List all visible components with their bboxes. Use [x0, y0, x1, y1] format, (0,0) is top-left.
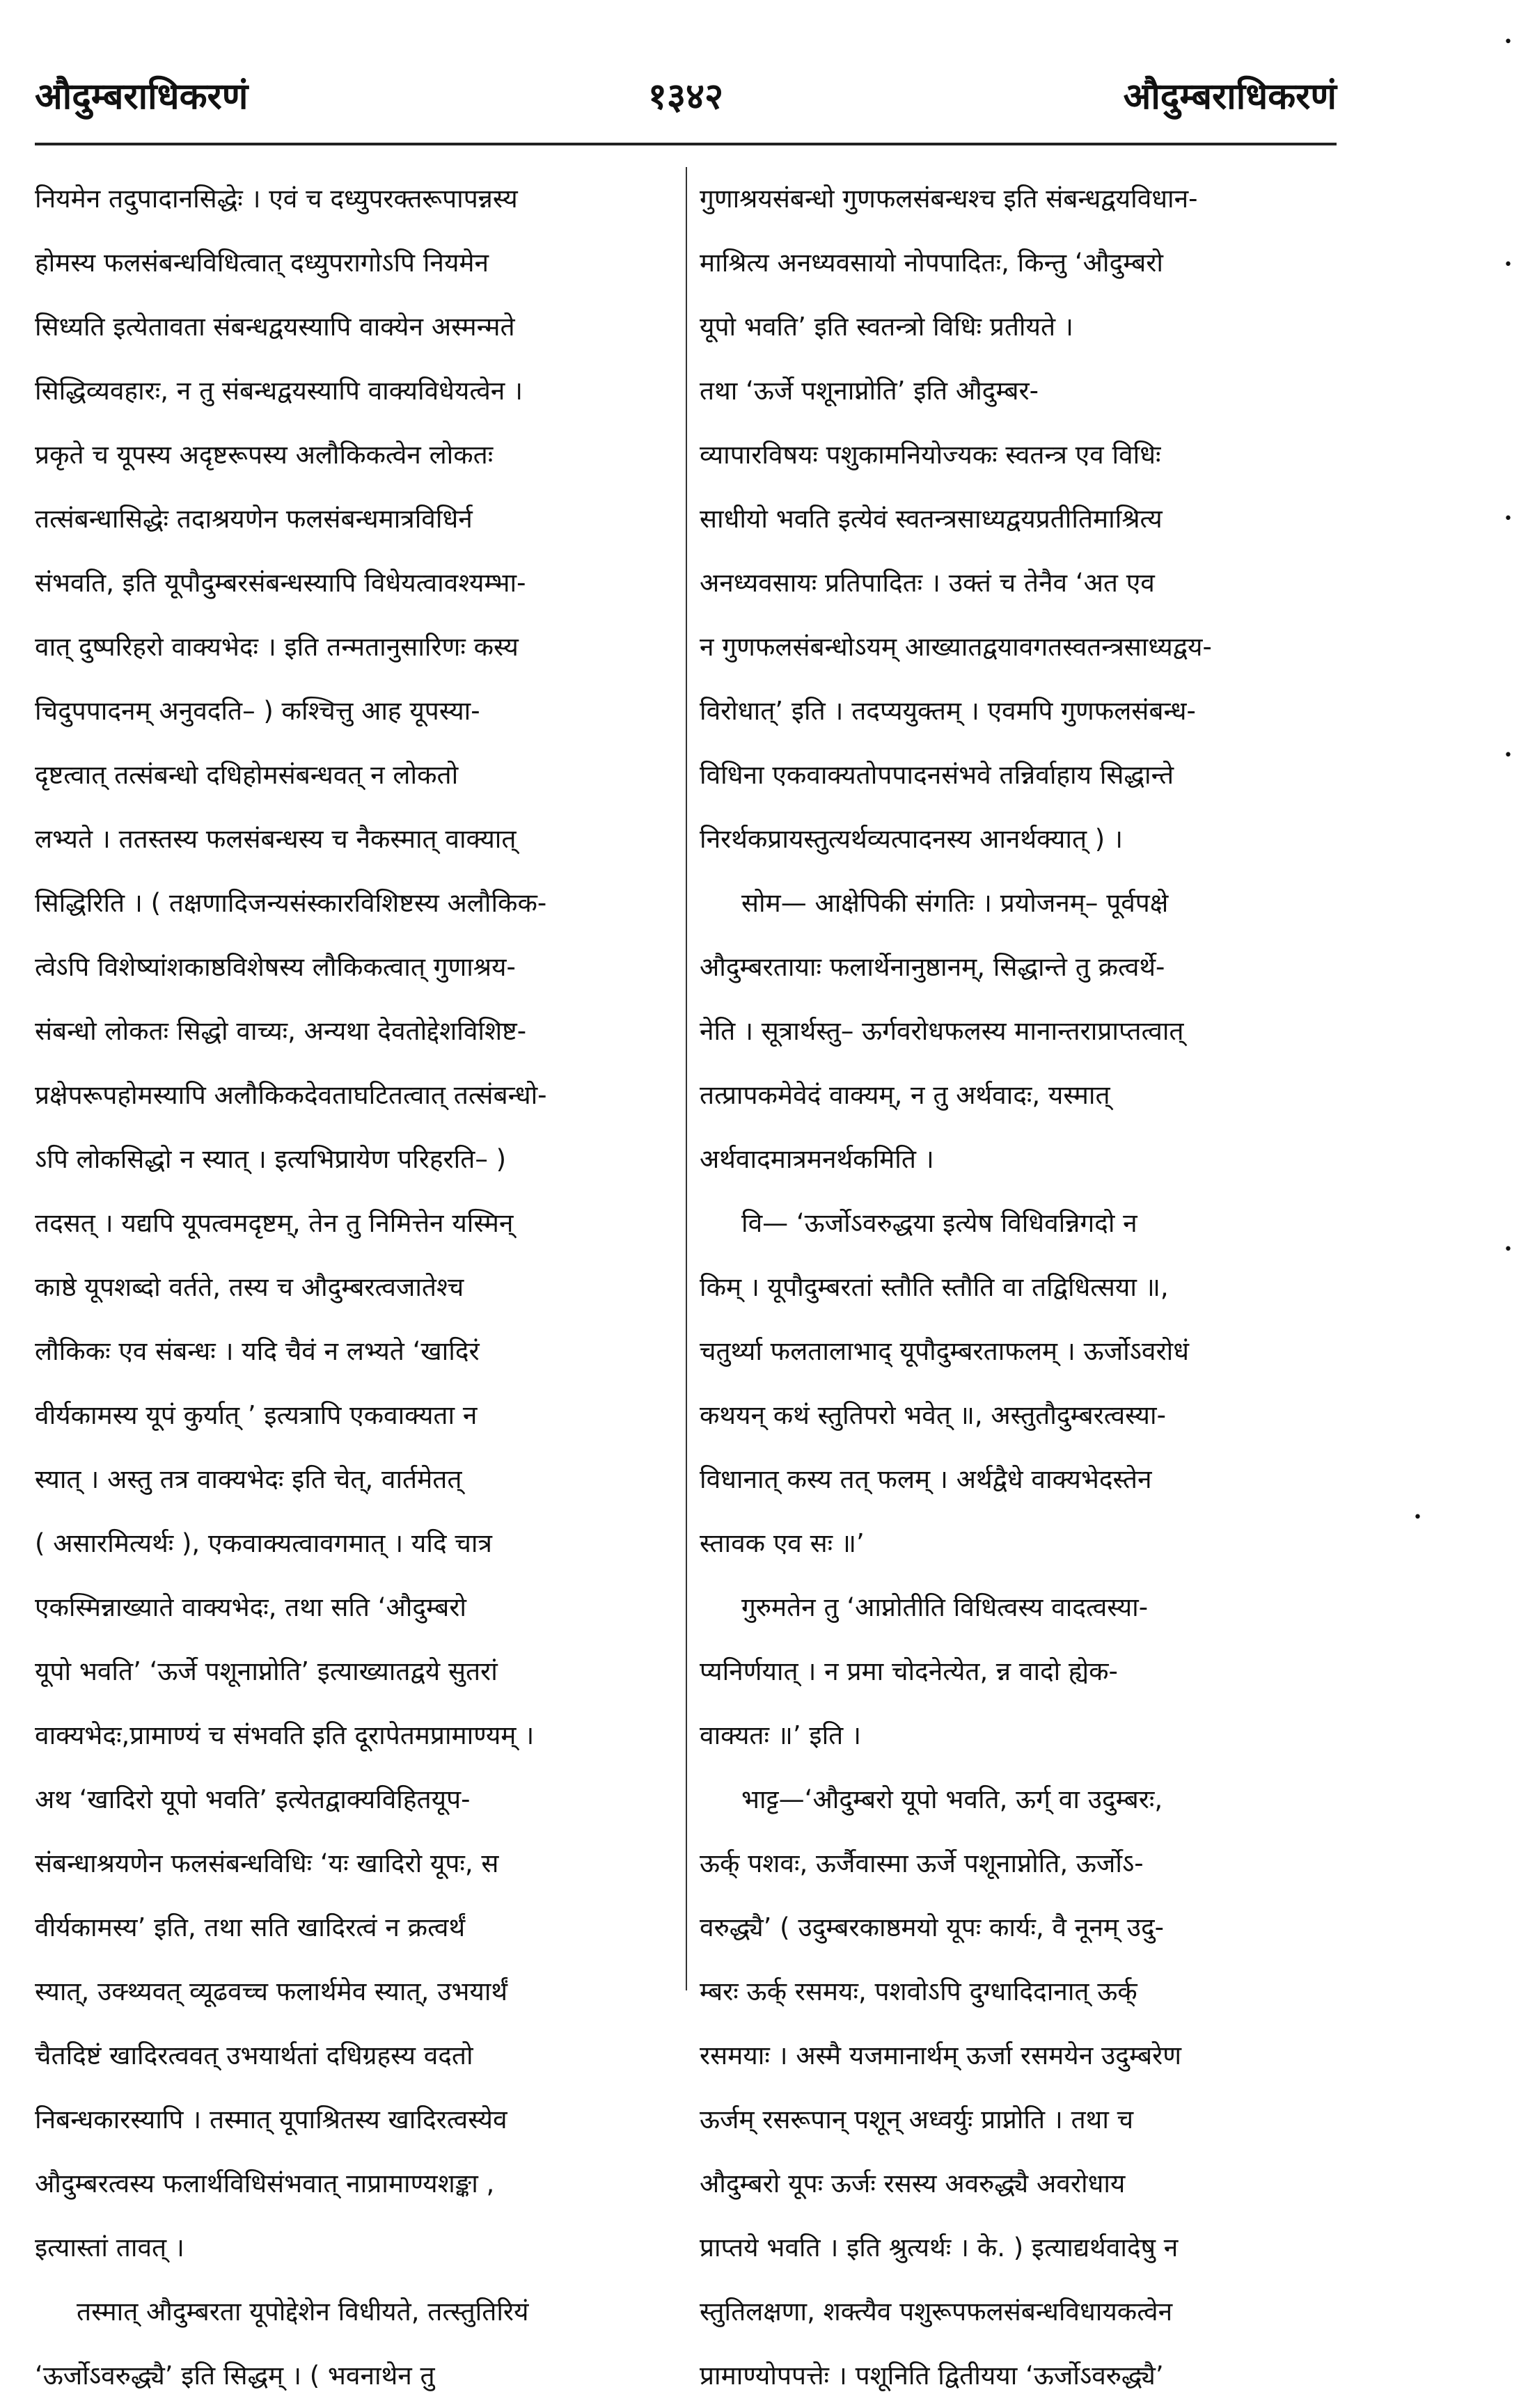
header-right-title: औदुम्बराधिकरणं	[1123, 76, 1337, 118]
text-line: वि— ‘ऊर्जोऽवरुद्धया इत्येष विधिवन्निगदो न	[741, 1208, 1137, 1238]
text-line: सिध्यति इत्येतावता संबन्धद्वयस्यापि वाक्येन अस्मन्मते	[35, 312, 515, 342]
page-header	[35, 58, 1337, 135]
margin-mark: •	[1504, 510, 1513, 528]
text-line: स्यात्, उक्थ्यवत् व्यूढवच्च फलार्थमेव स्यात्, उभयार्थं	[35, 1977, 508, 2006]
text-line: अर्थवादमात्रमनर्थकमिति ।	[700, 1144, 934, 1174]
text-line: त्वेऽपि विशेष्यांशकाष्ठविशेषस्य लौकिकत्वात् गुणाश्रय-	[35, 952, 516, 982]
text-line: ऊर्जम् रसरूपान् पशून् अध्वर्युः प्राप्नोति । तथा च	[700, 2105, 1134, 2134]
text-line: गुरुमतेन तु ‘आप्नोतीति विधित्वस्य वादत्वस्या-	[741, 1592, 1149, 1622]
text-line: तदसत् । यद्यपि यूपत्वमदृष्टम्, तेन तु निमित्तेन यस्मिन्	[35, 1208, 514, 1238]
text-line: रसमयाः । अस्मै यजमानार्थम् ऊर्जा रसमयेन उदुम्बरेण	[700, 2041, 1181, 2070]
text-line: साधीयो भवति इत्येवं स्वतन्त्रसाध्यद्वयप्रतीतिमाश्रित्य	[700, 504, 1163, 534]
page-number: १३४२	[647, 76, 724, 118]
text-line: चतुर्थ्या फलतालाभाद् यूपौदुम्बरताफलम् । ऊर्जोऽवरोधं	[700, 1336, 1189, 1366]
text-line: स्तावक एव सः ॥’	[700, 1528, 865, 1558]
text-line: संबन्धो लोकतः सिद्धो वाच्यः, अन्यथा देवतोद्देशविशिष्ट-	[35, 1016, 527, 1046]
text-line: व्यापारविषयः पशुकामनियोज्यकः स्वतन्त्र एव विधिः	[700, 440, 1161, 470]
text-line: प्राप्तये भवति । इति श्रुत्यर्थः । के. ) इत्याद्यर्थवादेषु न	[700, 2233, 1179, 2263]
text-line: प्रकृते च यूपस्य अदृष्टरूपस्य अलौकिकत्वेन लोकतः	[35, 440, 494, 470]
text-line: सिद्धिव्यवहारः, न तु संबन्धद्वयस्यापि वाक्यविधेयत्वेन ।	[35, 376, 523, 406]
text-line: तत्प्रापकमेवेदं वाक्यम्, न तु अर्थवादः, यस्मात्	[700, 1080, 1110, 1110]
text-line: वाक्यभेदः,प्रामाण्यं च संभवति इति दूरापेतमप्रामाण्यम् ।	[35, 1720, 535, 1750]
margin-mark: •	[1504, 256, 1513, 274]
text-line: वाक्यतः ॥’ इति ।	[700, 1720, 862, 1750]
text-line: तस्मात् औदुम्बरता यूपोद्देशेन विधीयते, तत्स्तुतिरियं	[77, 2297, 529, 2327]
text-line: एकस्मिन्नाख्याते वाक्यभेदः, तथा सति ‘औदुम्बरो	[35, 1592, 466, 1622]
margin-mark: •	[1504, 33, 1513, 51]
text-line: नेति । सूत्रार्थस्तु– ऊर्गवरोधफलस्य मानान्तराप्राप्तत्वात्	[700, 1016, 1184, 1046]
text-line: प्रामाण्योपपत्तेः । पशूनिति द्वितीयया ‘ऊर्जोऽवरुद्ध्यै’	[700, 2361, 1164, 2391]
right-column	[700, 167, 1337, 2408]
text-line: संभवति, इति यूपौदुम्बरसंबन्धस्यापि विधेयत्वावश्यम्भा-	[35, 568, 526, 598]
text-line: वात् दुष्परिहरो वाक्यभेदः । इति तन्मतानुसारिणः कस्य	[35, 632, 519, 662]
text-line: होमस्य फलसंबन्धविधित्वात् दध्युपरागोऽपि नियमेन	[35, 248, 489, 278]
text-line: ‘ऊर्जोऽवरुद्ध्यै’ इति सिद्धम् । ( भवनाथेन तु	[35, 2361, 435, 2391]
margin-mark: •	[1504, 747, 1513, 764]
text-line: काष्ठे यूपशब्दो वर्तते, तस्य च औदुम्बरत्वजातेश्च	[35, 1272, 464, 1302]
text-line: सिद्धिरिति । ( तक्षणादिजन्यसंस्कारविशिष्टस्य अलौकिक-	[35, 888, 547, 918]
text-line: यूपो भवति’ ‘ऊर्जे पशूनाप्नोति’ इत्याख्यातद्वये सुतरां	[35, 1656, 498, 1686]
text-line: अथ ‘खादिरो यूपो भवति’ इत्येतद्वाक्यविहितयूप-	[35, 1784, 471, 1814]
text-line: अनध्यवसायः प्रतिपादितः । उक्तं च तेनैव ‘अत एव	[700, 568, 1155, 598]
text-line: विधानात् कस्य तत् फलम् । अर्थद्वैधे वाक्यभेदस्तेन	[700, 1464, 1152, 1494]
text-line: वीर्यकामस्य’ इति, तथा सति खादिरत्वं न क्रत्वर्थं	[35, 1912, 466, 1942]
text-line: ऊर्क् पशवः, ऊर्जैवास्मा ऊर्जे पशूनाप्नोति, ऊर्जोऽ-	[700, 1848, 1144, 1878]
text-line: नियमेन तदुपादानसिद्धेः । एवं च दध्युपरक्तरूपापन्नस्य	[35, 184, 518, 214]
header-left-title: औदुम्बराधिकरणं	[35, 76, 249, 118]
text-line: यूपो भवति’ इति स्वतन्त्रो विधिः प्रतीयते ।	[700, 312, 1073, 342]
text-line: लभ्यते । ततस्तस्य फलसंबन्धस्य च नैकस्मात् वाक्यात्	[35, 824, 517, 854]
left-column	[35, 167, 672, 2408]
text-line: ऽपि लोकसिद्धो न स्यात् । इत्यभिप्रायेण परिहरति– )	[35, 1144, 507, 1174]
text-line: वीर्यकामस्य यूपं कुर्यात् ’ इत्यत्रापि एकवाक्यता न	[35, 1400, 478, 1430]
margin-mark: •	[1413, 1509, 1422, 1526]
text-line: औदुम्बरो यूपः ऊर्जः रसस्य अवरुद्ध्यै अवरोधाय	[700, 2169, 1126, 2199]
text-line: चिदुपपादनम् अनुवदति– ) कश्चित्तु आह यूपस्या-	[35, 696, 480, 726]
text-line: माश्रित्य अनध्यवसायो नोपपादितः, किन्तु ‘औदुम्बरो	[700, 248, 1164, 278]
text-line: स्यात् । अस्तु तत्र वाक्यभेदः इति चेत्, वार्तमेतत्	[35, 1464, 462, 1494]
text-line: वरुद्ध्यै’ ( उदुम्बरकाष्ठमयो यूपः कार्यः, वै नूनम् उदु-	[700, 1912, 1165, 1942]
text-line: ( असारमित्यर्थः ), एकवाक्यत्वावगमात् । यदि चात्र	[35, 1528, 492, 1558]
text-line: दृष्टत्वात् तत्संबन्धो दधिहोमसंबन्धवत् न लोकतो	[35, 760, 459, 790]
text-line: तथा ‘ऊर्जे पशूनाप्नोति’ इति औदुम्बर-	[700, 376, 1039, 406]
text-line: किम् । यूपौदुम्बरतां स्तौति स्तौति वा तद्विधित्सया ॥,	[700, 1272, 1169, 1302]
text-line: भाट्ट—‘औदुम्बरो यूपो भवति, ऊर्ग् वा उदुम्बरः,	[741, 1784, 1163, 1814]
margin-mark: •	[1504, 1241, 1513, 1258]
text-line: निबन्धकारस्यापि । तस्मात् यूपाश्रितस्य खादिरत्वस्येव	[35, 2105, 507, 2134]
text-line: विधिना एकवाक्यतोपपादनसंभवे तन्निर्वाहाय सिद्धान्ते	[700, 760, 1174, 790]
text-line: लौकिकः एव संबन्धः । यदि चैवं न लभ्यते ‘खादिरं	[35, 1336, 480, 1366]
header-rule	[35, 143, 1337, 145]
text-line: विरोधात्’ इति । तदप्ययुक्तम् । एवमपि गुणफलसंबन्ध-	[700, 696, 1196, 726]
column-divider	[686, 167, 687, 1990]
text-line: गुणाश्रयसंबन्धो गुणफलसंबन्धश्च इति संबन्धद्वयविधान-	[700, 184, 1198, 214]
text-line: सोम— आक्षेपिकी संगतिः । प्रयोजनम्– पूर्वपक्षे	[741, 888, 1169, 918]
text-line: न गुणफलसंबन्धोऽयम् आख्यातद्वयावगतस्वतन्त्रसाध्यद्वय-	[700, 632, 1212, 662]
text-line: संबन्धाश्रयणेन फलसंबन्धविधिः ‘यः खादिरो यूपः, स	[35, 1848, 499, 1878]
text-line: स्तुतिलक्षणा, शक्त्यैव पशुरूपफलसंबन्धविधायकत्वेन	[700, 2297, 1173, 2327]
text-line: म्बरः ऊर्क् रसमयः, पशवोऽपि दुग्धादिदानात् ऊर्क्	[700, 1977, 1137, 2006]
text-line: कथयन् कथं स्तुतिपरो भवेत् ॥, अस्तुतौदुम्बरत्वस्या-	[700, 1400, 1166, 1430]
text-line: तत्संबन्धासिद्धेः तदाश्रयणेन फलसंबन्धमात्रविधिर्न	[35, 504, 473, 534]
text-line: प्रक्षेपरूपहोमस्यापि अलौकिकदेवताघटितत्वात् तत्संबन्धो-	[35, 1080, 547, 1110]
text-line: प्यनिर्णयात् । न प्रमा चोदनेत्येत, न्न वादो ह्येक-	[700, 1656, 1118, 1686]
text-line: औदुम्बरत्वस्य फलार्थविधिसंभवात् नाप्रामाण्यशङ्का ,	[35, 2169, 495, 2199]
text-line: औदुम्बरतायाः फलार्थेनानुष्ठानम्, सिद्धान्ते तु क्रत्वर्थे-	[700, 952, 1165, 982]
text-line: इत्यास्तां तावत् ।	[35, 2233, 184, 2263]
text-line: निरर्थकप्रायस्तुत्यर्थव्यत्पादनस्य आनर्थक्यात् ) ।	[700, 824, 1124, 854]
text-line: चैतदिष्टं खादिरत्ववत् उभयार्थतां दधिग्रहस्य वदतो	[35, 2041, 473, 2070]
